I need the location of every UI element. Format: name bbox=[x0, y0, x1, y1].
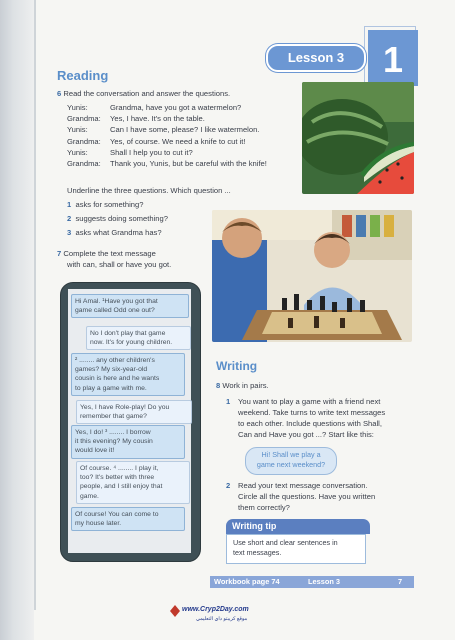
writing-item-number: 2 bbox=[226, 481, 231, 490]
dialogue-line: Grandma: Yes, I have. It's on the table. bbox=[67, 114, 205, 124]
watermark-tagline: موقع كريبتو داي التعليمي bbox=[196, 616, 248, 622]
dialogue-line: Grandma: Thank you, Yunis, but be careful with the knife! bbox=[67, 159, 267, 169]
exercise-number: 6 bbox=[57, 89, 62, 98]
message-bubble: No I don't play that game now. It's for young children. bbox=[86, 326, 191, 350]
message-bubble: Hi Amal. ¹Have you got that game called Odd one out? bbox=[71, 294, 189, 318]
page-spine-shadow bbox=[0, 0, 34, 640]
watermark-site: www.Cryp2Day.com bbox=[182, 606, 249, 613]
writing-heading: Writing bbox=[216, 359, 258, 373]
watermark-logo-icon bbox=[170, 604, 180, 622]
dialogue-line: Yunis: Grandma, have you got a watermelon? bbox=[67, 103, 242, 112]
exercise-7-instruction: 7 Complete the text message bbox=[57, 249, 156, 258]
exercise-8-instruction: 8 Work in pairs. bbox=[216, 381, 269, 390]
question-item: 2 suggests doing something? bbox=[67, 214, 168, 223]
exercise-7-instruction-line2: with can, shall or have you got. bbox=[67, 260, 172, 269]
writing-item-number: 1 bbox=[226, 397, 231, 406]
footer-lesson-label: Lesson 3 bbox=[308, 577, 341, 586]
unit-number-box: 1 bbox=[368, 30, 418, 86]
writing-item-2-text: Read your text message conversation. Circle all the questions. Have you written them correctly? bbox=[238, 481, 376, 512]
underline-prompt: Underline the three questions. Which question ... bbox=[67, 186, 231, 195]
exercise-number: 8 bbox=[216, 381, 221, 390]
message-bubble: Yes, I do! ³ ........ I borrow it this evening? My cousin would love it! bbox=[71, 425, 185, 459]
writing-tip-title: Writing tip bbox=[226, 519, 370, 534]
message-bubble: Of course! You can come to my house later. bbox=[71, 507, 185, 531]
spine-divider bbox=[34, 0, 36, 610]
page-number: 7 bbox=[398, 577, 403, 586]
question-item: 3 asks what Grandma has? bbox=[67, 228, 162, 237]
instruction-text: Read the conversation and answer the questions. bbox=[63, 89, 231, 98]
reading-heading: Reading bbox=[57, 68, 109, 83]
dialogue-line: Yunis: Shall I help you to cut it? bbox=[67, 147, 193, 157]
example-message-bubble: Hi! Shall we play a game next weekend? bbox=[245, 447, 337, 475]
dialogue-line: Yunis: Can I have some, please? I like watermelon. bbox=[67, 125, 260, 135]
exercise-number: 7 bbox=[57, 249, 62, 258]
lesson-label: Lesson 3 bbox=[266, 44, 366, 72]
writing-tip-box: Use short and clear sentences in text messages. bbox=[226, 534, 366, 564]
dialogue bbox=[67, 102, 267, 169]
phone-screen bbox=[68, 289, 191, 553]
workbook-reference: Workbook page 74 bbox=[214, 577, 280, 586]
message-bubble: ² ........ any other children's games? My six-year-old cousin is here and he wants to play a game with me. bbox=[71, 353, 185, 396]
watermelon-photo bbox=[302, 82, 414, 194]
message-bubble: Of course. ⁴ ........ I play it, too? It's better with three people, and I still enjoy that game. bbox=[76, 461, 190, 504]
exercise-6-instruction bbox=[57, 88, 230, 99]
dialogue-line: Grandma: Yes, of course. We need a knife to cut it! bbox=[67, 136, 246, 146]
writing-item-1-text: You want to play a game with a friend next weekend. Take turns to write text messages to each other. Include questions with Shall, Can and Have you got ...? Start like this: bbox=[238, 397, 386, 439]
chess-players-photo bbox=[212, 210, 412, 342]
page-footer bbox=[210, 576, 414, 588]
message-bubble: Yes, I have Role-play! Do you remember that game? bbox=[76, 400, 192, 424]
question-item: 1 asks for something? bbox=[67, 200, 144, 209]
